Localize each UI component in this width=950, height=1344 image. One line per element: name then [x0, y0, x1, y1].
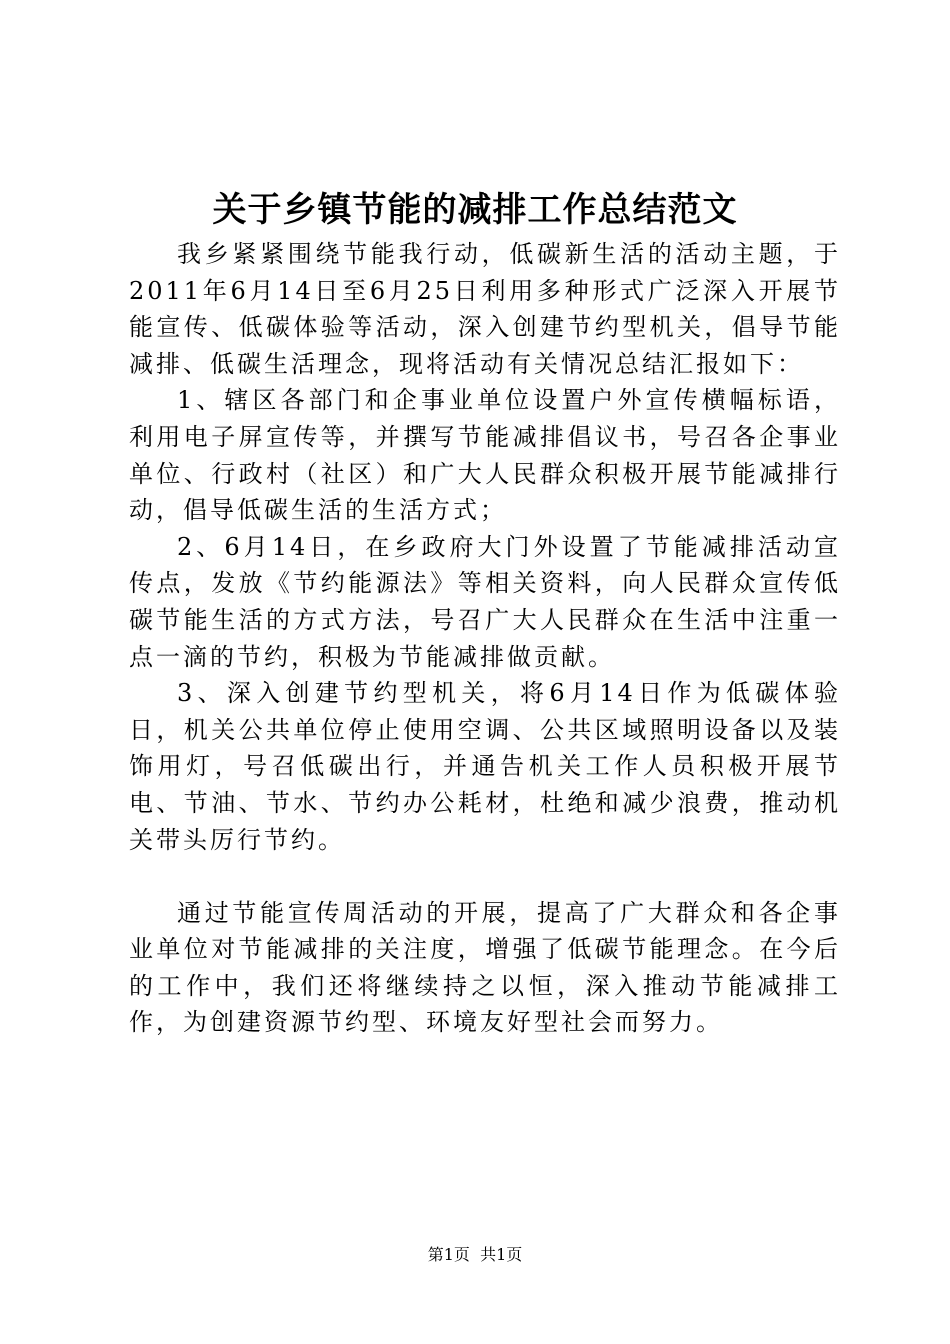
document-title: 关于乡镇节能的减排工作总结范文: [212, 190, 738, 230]
conclusion-paragraph: 通过节能宣传周活动的开展，提高了广大群众和各企事业单位对节能减排的关注度，增强了低碳节能理念。在今后的工作中，我们还将继续持之以恒，深入推动节能减排工作，为创建资源节约型、环境友好型社会而努力。: [129, 898, 841, 1037]
paragraph-spacer: [129, 858, 841, 895]
document-body: [129, 236, 841, 1041]
intro-paragraph: 我乡紧紧围绕节能我行动，低碳新生活的活动主题，于2011年6月14日至6月25日利用多种形式广泛深入开展节能宣传、低碳体验等活动，深入创建节约型机关，倡导节能减排、低碳生活理念，现将活动有关情况总结汇报如下：: [129, 240, 841, 378]
list-item-3: 3、深入创建节约型机关，将6月14日作为低碳体验日，机关公共单位停止使用空调、公共区域照明设备以及装饰用灯，号召低碳出行，并通告机关工作人员积极开展节电、节油、节水、节约办公耗材，杜绝和减少浪费，推动机关带头厉行节约。: [129, 679, 841, 854]
list-item-2: 2、6月14日，在乡政府大门外设置了节能减排活动宣传点，发放《节约能源法》等相关资料，向人民群众宣传低碳节能生活的方式方法，号召广大人民群众在生活中注重一点一滴的节约，积极为节能减排做贡献。: [129, 532, 841, 671]
list-item-1: 1、辖区各部门和企事业单位设置户外宣传横幅标语，利用电子屏宣传等，并撰写节能减排倡议书，号召各企事业单位、行政村（社区）和广大人民群众积极开展节能减排行动，倡导低碳生活的生活方式；: [129, 386, 841, 525]
page-number-footer: 第1页 共1页: [427, 1245, 523, 1264]
